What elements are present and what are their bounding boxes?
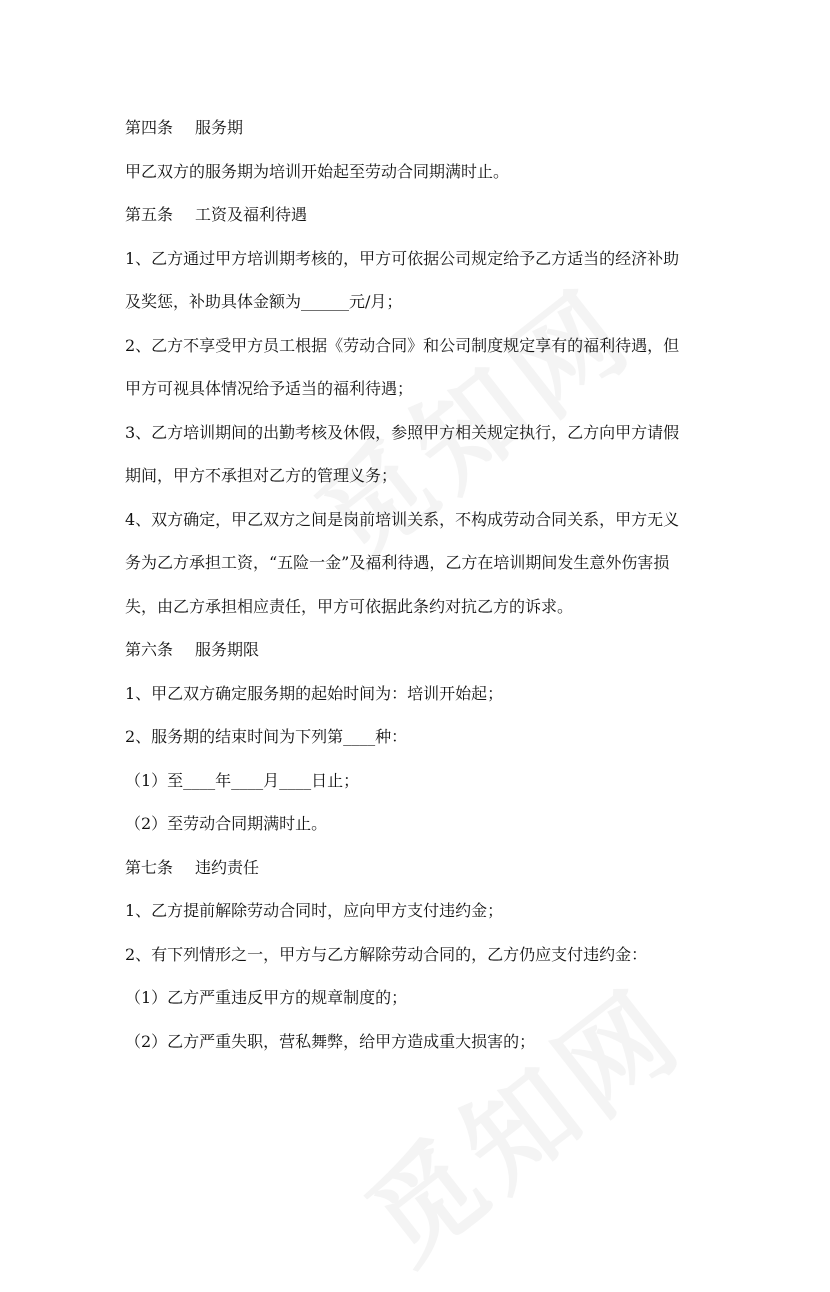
- paragraph-line: （2）乙方严重失职，营私舞弊，给甲方造成重大损害的；: [125, 1031, 536, 1051]
- article-heading: 第四条 服务期: [125, 118, 244, 137]
- paragraph-line: 2、乙方不享受甲方员工根据《劳动合同》和公司制度规定享有的福利待遇，但: [125, 335, 680, 355]
- paragraph-line: 1、乙方通过甲方培训期考核的，甲方可依据公司规定给予乙方适当的经济补助: [125, 248, 680, 268]
- paragraph-line: 务为乙方承担工资，“五险一金”及福利待遇，乙方在培训期间发生意外伤害损: [125, 553, 670, 572]
- paragraph-line: 期间，甲方不承担对乙方的管理义务；: [125, 466, 398, 485]
- article-heading: 第六条 服务期限: [125, 640, 260, 659]
- paragraph-line: 甲乙双方的服务期为培训开始起至劳动合同期满时止。: [125, 161, 510, 181]
- paragraph-line: 2、有下列情形之一，甲方与乙方解除劳动合同的，乙方仍应支付违约金：: [125, 944, 648, 964]
- article-heading: 第七条 违约责任: [125, 857, 260, 877]
- paragraph-line: 2、服务期的结束时间为下列第____种：: [125, 727, 408, 746]
- paragraph-line: （2）至劳动合同期满时止。: [125, 814, 328, 833]
- paragraph-line: （1）至____年____月____日止；: [125, 770, 360, 790]
- paragraph-line: 3、乙方培训期间的出勤考核及休假，参照甲方相关规定执行，乙方向甲方请假: [125, 422, 680, 442]
- paragraph-line: 4、双方确定，甲乙双方之间是岗前培训关系，不构成劳动合同关系，甲方无义: [125, 509, 680, 529]
- paragraph-line: 1、乙方提前解除劳动合同时，应向甲方支付违约金；: [125, 901, 504, 920]
- paragraph-line: 甲方可视具体情况给予适当的福利待遇；: [125, 379, 414, 398]
- paragraph-line: 1、甲乙双方确定服务期的起始时间为：培训开始起；: [125, 683, 504, 703]
- paragraph-line: （1）乙方严重违反甲方的规章制度的；: [125, 988, 408, 1007]
- paragraph-line: 及奖惩，补助具体金额为______元/月；: [125, 292, 403, 311]
- document-body: [125, 106, 715, 1063]
- article-heading: 第五条 工资及福利待遇: [125, 205, 308, 224]
- paragraph-line: 失，由乙方承担相应责任，甲方可依据此条约对抗乙方的诉求。: [125, 596, 574, 616]
